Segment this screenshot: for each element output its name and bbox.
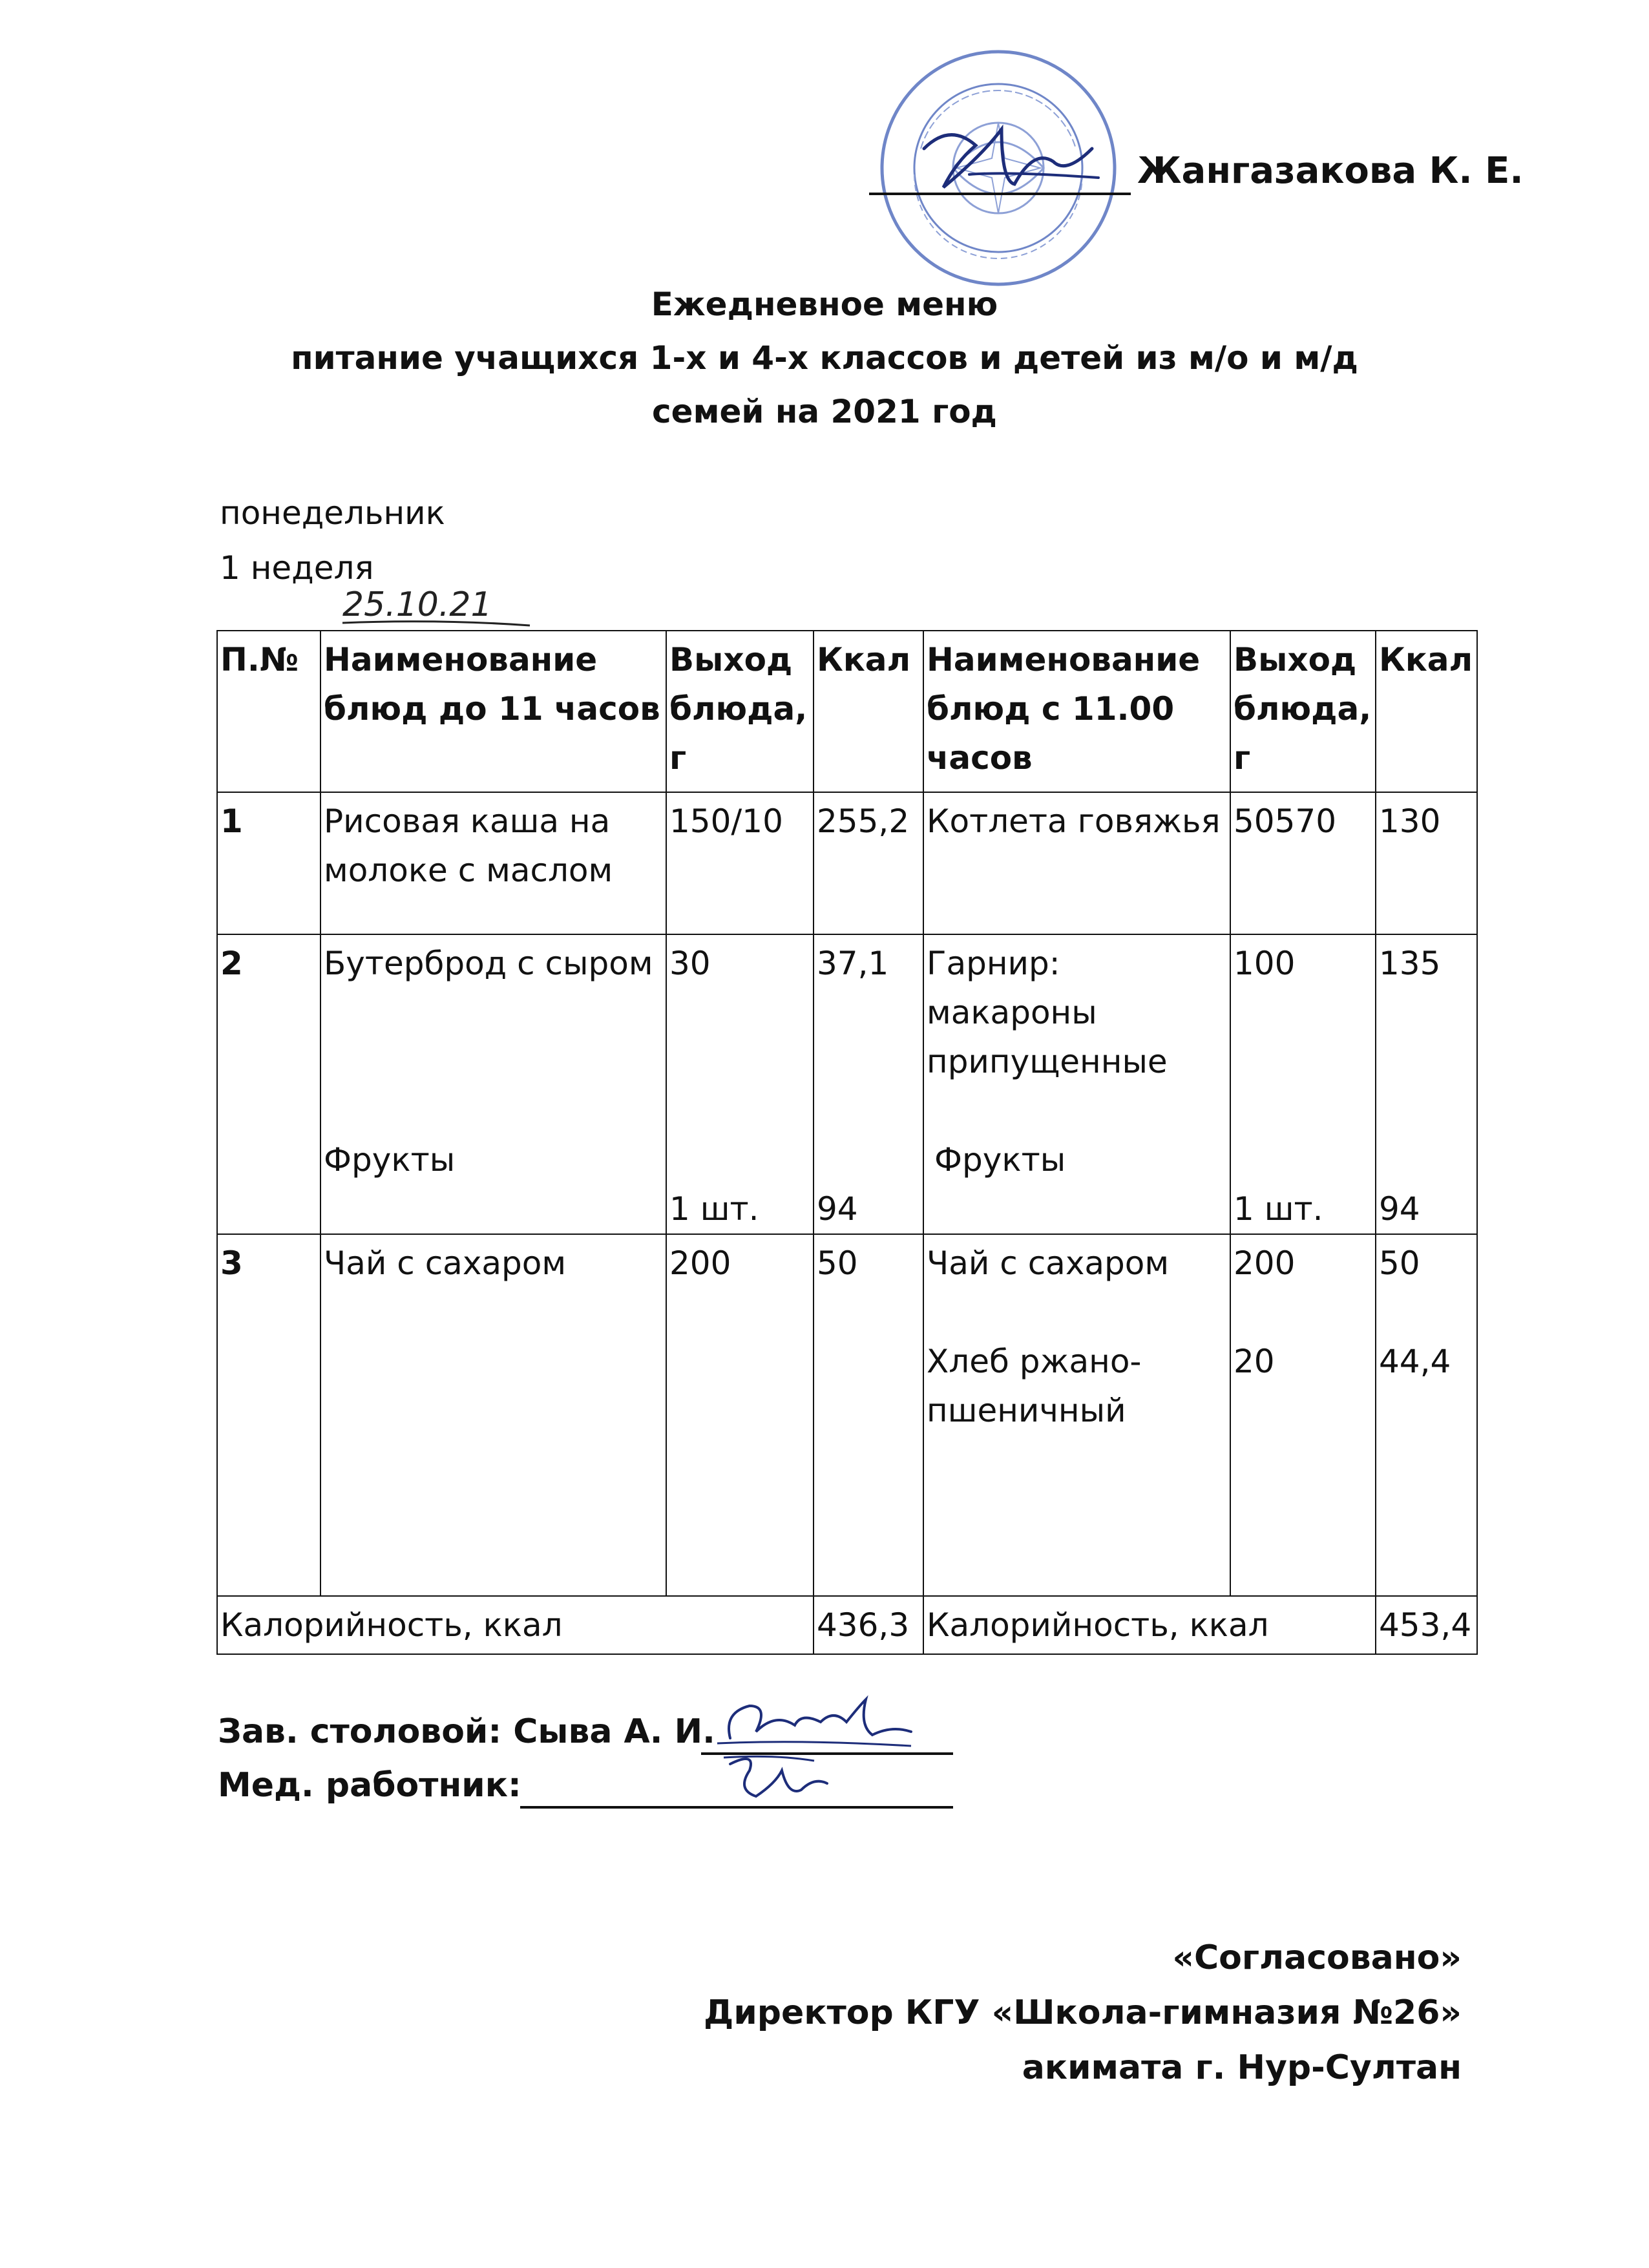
- dish-name: Бутерброд с сыром: [324, 945, 653, 982]
- dish-name: Хлеб ржано-пшеничный: [927, 1343, 1142, 1429]
- total-label: Калорийность, ккал: [923, 1596, 1376, 1654]
- dish-yield: 200: [666, 1234, 814, 1596]
- yield-cell: [1230, 1234, 1376, 1596]
- dish-name: Чай с сахаром: [927, 1244, 1170, 1282]
- title-line-1: Ежедневное меню: [651, 286, 998, 323]
- approver-name: Жангазакова К. Е.: [1137, 150, 1524, 192]
- title-line-2: питание учащихся 1-х и 4-х классов и детей из м/о и м/д: [291, 339, 1358, 377]
- weekday-label: понедельник: [220, 494, 445, 532]
- header-name-after-11: Наименование блюд с 11.00 часов: [923, 631, 1230, 792]
- dish-name: Рисовая каша на молоке с маслом: [320, 792, 666, 934]
- signature-line: [869, 193, 1131, 195]
- dish-name: Гарнир: макароны припущенные: [927, 945, 1168, 1080]
- dish-yield: 30: [669, 945, 711, 982]
- week-label: 1 неделя: [220, 549, 374, 587]
- dish-kcal: 135: [1379, 945, 1441, 982]
- medic-signature-icon: [717, 1745, 834, 1816]
- dish-kcal: 94: [817, 1190, 858, 1228]
- table-header-row: [217, 631, 1477, 792]
- agreed-label: «Согласовано»: [1172, 1938, 1462, 1977]
- dish-name: Фрукты: [324, 1141, 456, 1179]
- handwritten-date-text: 25.10.21: [342, 585, 492, 624]
- dish-yield: 1 шт.: [1234, 1190, 1323, 1228]
- title-line-3: семей на 2021 год: [652, 393, 997, 430]
- dish-yield: 1 шт.: [669, 1190, 759, 1228]
- kcal-cell: [1376, 1234, 1477, 1596]
- dish-cell: [923, 934, 1230, 1234]
- row-num: 3: [217, 1234, 320, 1596]
- total-label: Калорийность, ккал: [217, 1596, 814, 1654]
- menu-table: [216, 630, 1478, 1655]
- header-kcal-2: Ккал: [1376, 631, 1477, 792]
- header-yield-1: Выход блюда, г: [666, 631, 814, 792]
- dish-yield: 100: [1234, 945, 1296, 982]
- medic-label: Мед. работник:: [218, 1766, 521, 1805]
- header-name-before-11: Наименование блюд до 11 часов: [320, 631, 666, 792]
- dish-kcal: 94: [1379, 1190, 1420, 1228]
- dish-kcal: 255,2: [814, 792, 923, 934]
- dish-name: Фрукты: [934, 1141, 1066, 1179]
- director-title: Директор КГУ «Школа-гимназия №26»: [704, 1993, 1462, 2032]
- dish-yield: 200: [1234, 1244, 1296, 1282]
- dish-yield: 150/10: [666, 792, 814, 934]
- canteen-head-label: Зав. столовой: Сыва А. И.: [218, 1712, 715, 1751]
- kcal-cell: [814, 934, 923, 1234]
- yield-cell: [666, 934, 814, 1234]
- header-num: П.№: [217, 631, 320, 792]
- dish-cell: [320, 934, 666, 1234]
- dish-kcal: 130: [1376, 792, 1477, 934]
- dish-name: Котлета говяжья: [923, 792, 1230, 934]
- dish-yield: 20: [1234, 1343, 1275, 1380]
- total-value: 436,3: [814, 1596, 923, 1654]
- table-row: [217, 792, 1477, 934]
- dish-kcal: 37,1: [817, 945, 889, 982]
- yield-cell: [1230, 934, 1376, 1234]
- handwritten-date: [336, 580, 543, 632]
- kcal-cell: [1376, 934, 1477, 1234]
- total-row: [217, 1596, 1477, 1654]
- table-row: [217, 1234, 1477, 1596]
- table-row: [217, 934, 1477, 1234]
- header-yield-2: Выход блюда, г: [1230, 631, 1376, 792]
- dish-kcal: 50: [1379, 1244, 1420, 1282]
- akimat-label: акимата г. Нур-Султан: [1022, 2048, 1462, 2087]
- total-value: 453,4: [1376, 1596, 1477, 1654]
- dish-cell: [923, 1234, 1230, 1596]
- row-num: 2: [217, 934, 320, 1234]
- dish-yield: 50570: [1230, 792, 1376, 934]
- header-kcal-1: Ккал: [814, 631, 923, 792]
- dish-kcal: 50: [814, 1234, 923, 1596]
- dish-kcal: 44,4: [1379, 1343, 1451, 1380]
- director-signature-icon: [905, 110, 1111, 200]
- row-num: 1: [217, 792, 320, 934]
- dish-name: Чай с сахаром: [320, 1234, 666, 1596]
